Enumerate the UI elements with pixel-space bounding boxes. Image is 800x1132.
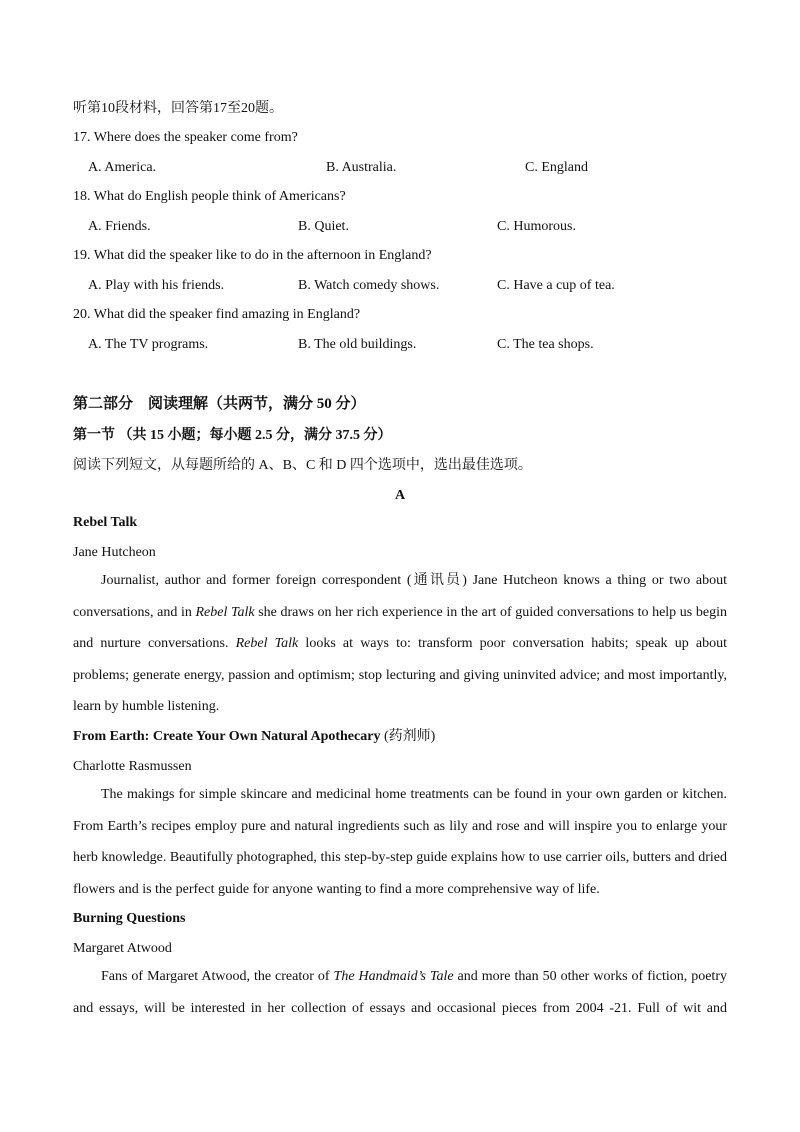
book-3-description bbox=[73, 961, 727, 1024]
book-3-italic-title: The Handmaid’s Tale bbox=[333, 969, 454, 984]
book-2-title-note: (药剂师) bbox=[380, 729, 436, 744]
book-1-text-1: Journalist, author and former foreign correspondent (通讯员) Jane Hutcheon knows a thing or two about conversations, and in bbox=[73, 573, 727, 620]
book-1-text-3: looks at ways to: transform poor conversation habits; speak up about problems; generate energy, passion and optimism; stop lecturing and giving uninvited advice; and most importantly, learn by humble listening. bbox=[73, 636, 727, 714]
book-1-title: Rebel Talk bbox=[73, 515, 138, 530]
book-3-title: Burning Questions bbox=[73, 911, 186, 926]
question-17-option-c[interactable]: C. England bbox=[525, 160, 588, 175]
reading-instruction: 阅读下列短文，从每题所给的 A、B、C 和 D 四个选项中，选出最佳选项。 bbox=[73, 458, 532, 473]
book-1-italic-title-2: Rebel Talk bbox=[235, 636, 299, 651]
book-2-text-1: The makings for simple skincare and medicinal home treatments can be found in your own garden or kitchen. From Earth’s recipes employ pure and natural ingredients such as lily and rose and will inspire you to enlarge your herb knowledge. Beautifully photographed, this step-by-step guide explains how to use carrier oils, butters and dried flowers and is the perfect guide for anyone wanting to find a more comprehensive way of life. bbox=[73, 787, 727, 897]
question-17-option-a[interactable]: A. America. bbox=[88, 160, 157, 175]
question-19-option-a[interactable]: A. Play with his friends. bbox=[88, 278, 225, 293]
book-3-author: Margaret Atwood bbox=[73, 941, 172, 956]
question-19-option-b[interactable]: B. Watch comedy shows. bbox=[298, 278, 440, 293]
book-3-text-2: and more than 50 other works of fiction, poetry and essays, will be interested in her collection of essays and occasional pieces from 2004 -21. Full of wit and bbox=[73, 969, 727, 1016]
question-20-stem: 20. What did the speaker find amazing in England? bbox=[73, 307, 361, 322]
question-17-option-b[interactable]: B. Australia. bbox=[326, 160, 397, 175]
section-one-title: 第一节 （共 15 小题；每小题 2.5 分，满分 37.5 分） bbox=[73, 428, 392, 443]
book-1-author: Jane Hutcheon bbox=[73, 545, 156, 560]
book-2-description bbox=[73, 779, 727, 905]
book-1-text-2: she draws on her rich experience in the art of guided conversations to help us begin and nurture conversations. bbox=[73, 604, 727, 651]
question-19-stem: 19. What did the speaker like to do in the afternoon in England? bbox=[73, 248, 432, 263]
question-20-option-a[interactable]: A. The TV programs. bbox=[88, 337, 209, 352]
book-3-text-1: Fans of Margaret Atwood, the creator of bbox=[101, 969, 334, 984]
question-18-stem: 18. What do English people think of Americans? bbox=[73, 189, 346, 204]
book-1-description bbox=[73, 565, 727, 723]
book-2-title-line bbox=[73, 730, 435, 744]
question-20-option-c[interactable]: C. The tea shops. bbox=[497, 337, 594, 352]
book-2-title: From Earth: Create Your Own Natural Apothecary bbox=[73, 729, 381, 744]
book-2-author: Charlotte Rasmussen bbox=[73, 759, 192, 774]
passage-letter: A bbox=[394, 488, 406, 503]
question-18-option-b[interactable]: B. Quiet. bbox=[298, 219, 349, 234]
question-20-option-b[interactable]: B. The old buildings. bbox=[298, 337, 417, 352]
question-18-option-c[interactable]: C. Humorous. bbox=[497, 219, 576, 234]
question-19-option-c[interactable]: C. Have a cup of tea. bbox=[497, 278, 615, 293]
listening-intro: 听第10段材料，回答第17至20题。 bbox=[73, 101, 283, 116]
book-1-italic-title-1: Rebel Talk bbox=[195, 604, 255, 620]
question-18-option-a[interactable]: A. Friends. bbox=[88, 219, 151, 234]
question-17-stem: 17. Where does the speaker come from? bbox=[73, 130, 298, 145]
part-two-title: 第二部分 阅读理解（共两节，满分 50 分） bbox=[73, 396, 366, 412]
